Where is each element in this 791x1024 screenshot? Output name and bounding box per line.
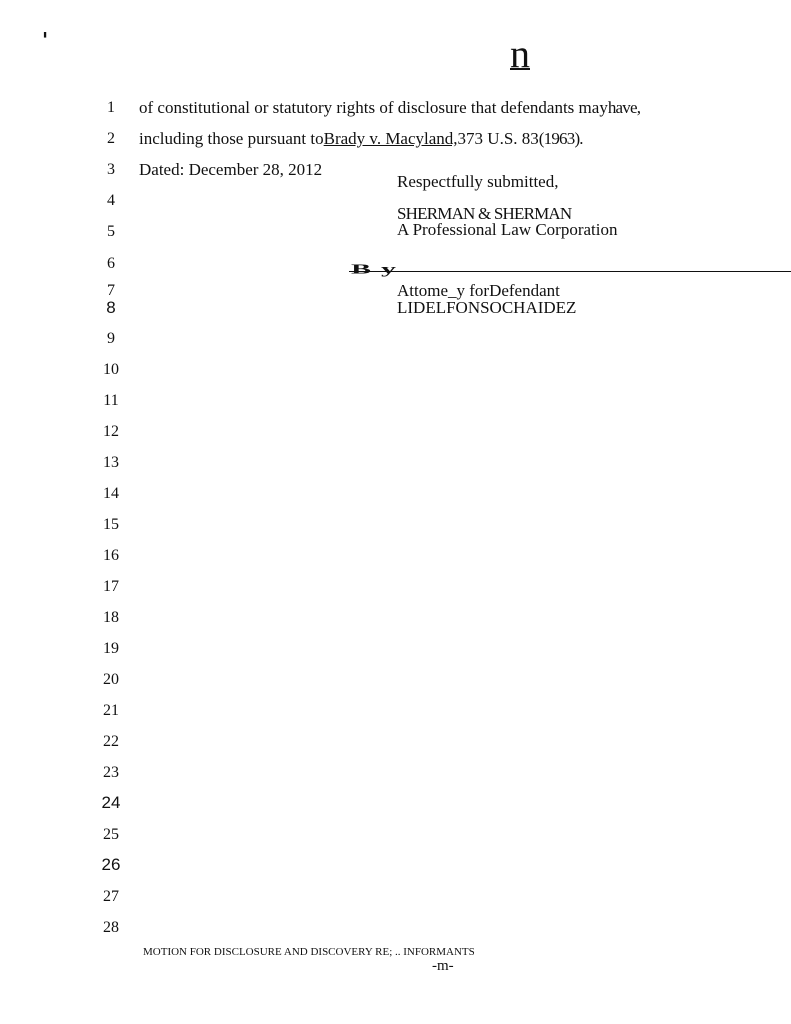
footer-page-number: -m- [432, 958, 454, 974]
signature-firm: SHERMAN & SHERMAN [397, 204, 572, 223]
body-line-1-text: of constitutional or statutory rights of disclosure that defendants may [139, 98, 608, 117]
signature-line [349, 255, 791, 277]
line-number: 11 [103, 392, 119, 409]
line-number: 5 [107, 223, 115, 240]
line-number: 27 [103, 888, 119, 905]
body-line-2 [139, 129, 583, 149]
signature-firm-desc: A Professional Law Corporation [397, 220, 618, 239]
line-number: 17 [103, 578, 119, 595]
line-number: 7 [107, 282, 115, 299]
line-number: 21 [103, 702, 119, 719]
line-number: 13 [103, 454, 119, 471]
signature-client: LIDELFONSOCHAIDEZ [397, 298, 577, 317]
line-number: 24 [101, 793, 121, 812]
citation-year: (1963). [538, 129, 583, 148]
citation-volume: 373 U.S. 83 [457, 129, 539, 148]
line-number: 15 [103, 516, 119, 533]
body-line-2-text: including those pursuant to [139, 129, 324, 148]
signature-attorney-for: Attome_y forDefendant [397, 281, 560, 300]
footer-title: MOTION FOR DISCLOSURE AND DISCOVERY RE; .. INFORMANTS [143, 946, 475, 958]
line-number: 28 [103, 919, 119, 936]
line-number: 26 [101, 855, 121, 874]
line-number: 23 [103, 764, 119, 781]
line-number: 22 [103, 733, 119, 750]
signature-closing: Respectfully submitted, [397, 172, 559, 191]
body-line-1-end: have, [607, 98, 641, 117]
line-number: 25 [103, 826, 119, 843]
line-number: 9 [107, 330, 115, 347]
dated-line: Dated: December 28, 2012 [139, 160, 323, 179]
line-number: 12 [103, 423, 119, 440]
page-header-mark: n [510, 31, 530, 76]
line-number: 8 [106, 298, 116, 317]
body-line-1 [139, 98, 640, 118]
line-number: 10 [103, 361, 119, 378]
line-number: 2 [107, 130, 115, 147]
line-number: 20 [103, 671, 119, 688]
line-number: 4 [107, 192, 115, 209]
case-citation: Brady v. Macyland, [323, 129, 458, 148]
line-number: 6 [107, 255, 115, 272]
corner-mark: ' [42, 28, 49, 52]
line-number: 3 [107, 161, 115, 178]
line-number: 18 [103, 609, 119, 626]
line-number: 14 [103, 485, 119, 502]
line-number: 1 [107, 99, 115, 116]
line-number: 16 [103, 547, 119, 564]
line-number: 19 [103, 640, 119, 657]
signature-by: By [351, 261, 407, 277]
